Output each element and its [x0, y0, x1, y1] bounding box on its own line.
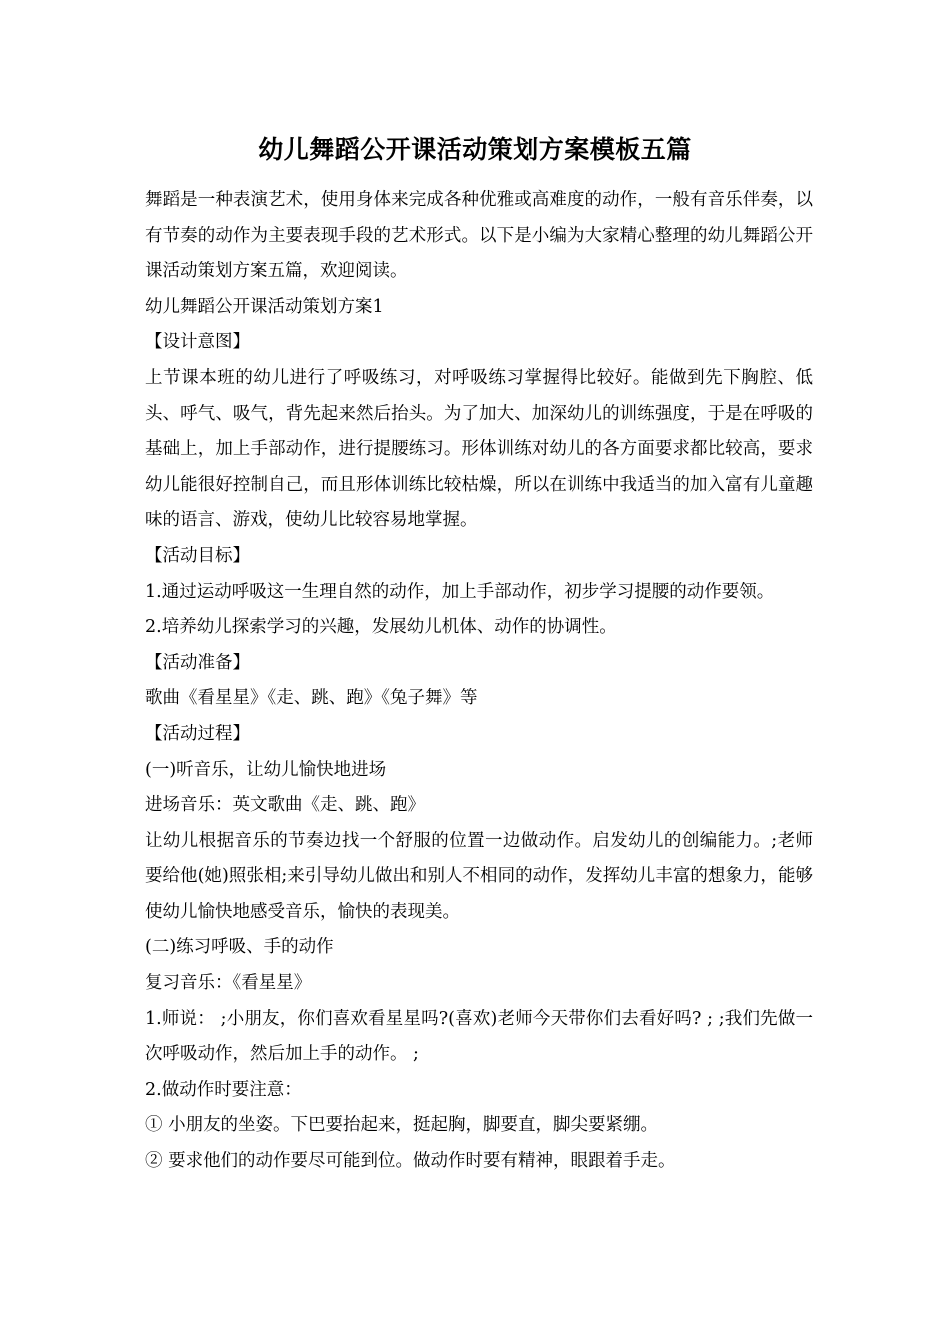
subheading-design-intent: 【设计意图】	[145, 332, 250, 353]
paragraph: 上节课本班的幼儿进行了呼吸练习，对呼吸练习掌握得比较好。能做到先下胸腔、低头、呼气、吸气，背先起来然后抬头。为了加大、加深幼儿的训练强度，于是在呼吸的基础上，加上手部动作，进行提腰练习。形体训练对幼儿的各方面要求都比较高，要求幼儿能很好控制自己，而且形体训练比较枯燥，所以在训练中我适当的加入富有儿童趣味的语言、游戏，使幼儿比较容易地掌握。	[145, 367, 813, 531]
list-item: 2.培养幼儿探索学习的兴趣，发展幼儿机体、动作的协调性。	[145, 617, 617, 638]
paragraph: 让幼儿根据音乐的节奏边找一个舒服的位置一边做动作。启发幼儿的创编能力。;老师要给他(她)照张相;来引导幼儿做出和别人不相同的动作，发挥幼儿丰富的想象力，能够使幼儿愉快地感受音乐，愉快的表现美。	[145, 830, 813, 922]
step-heading: (二)练习呼吸、手的动作	[145, 937, 334, 958]
document-body	[145, 183, 813, 1180]
subheading-process: 【活动过程】	[145, 723, 250, 744]
document-title: 幼儿舞蹈公开课活动策划方案模板五篇	[258, 135, 692, 164]
paragraph: 进场音乐：英文歌曲《走、跳、跑》	[145, 795, 425, 816]
list-item: 1.通过运动呼吸这一生理自然的动作，加上手部动作，初步学习提腰的动作要领。	[145, 581, 775, 602]
section-heading: 幼儿舞蹈公开课活动策划方案1	[145, 296, 384, 317]
subheading-preparation: 【活动准备】	[145, 652, 250, 673]
list-item: 2.做动作时要注意：	[145, 1079, 302, 1100]
list-item: ① 小朋友的坐姿。下巴要抬起来，挺起胸，脚要直，脚尖要紧绷。	[145, 1115, 659, 1136]
step-heading: (一)听音乐，让幼儿愉快地进场	[145, 759, 387, 780]
paragraph: 复习音乐：《看星星》	[145, 973, 312, 994]
list-item: ② 要求他们的动作要尽可能到位。做动作时要有精神，眼跟着手走。	[145, 1151, 676, 1172]
paragraph: 歌曲《看星星》《走、跳、跑》《兔子舞》等	[145, 688, 478, 709]
list-item: 1.师说： ;小朋友，你们喜欢看星星吗?(喜欢)老师今天带你们去看好吗? ; ;我们先做一次呼吸动作，然后加上手的动作。 ;	[145, 1008, 813, 1065]
subheading-goals: 【活动目标】	[145, 545, 250, 566]
intro-paragraph: 舞蹈是一种表演艺术，使用身体来完成各种优雅或高难度的动作，一般有音乐伴奏，以有节奏的动作为主要表现手段的艺术形式。以下是小编为大家精心整理的幼儿舞蹈公开课活动策划方案五篇，欢迎阅读。	[145, 190, 813, 282]
